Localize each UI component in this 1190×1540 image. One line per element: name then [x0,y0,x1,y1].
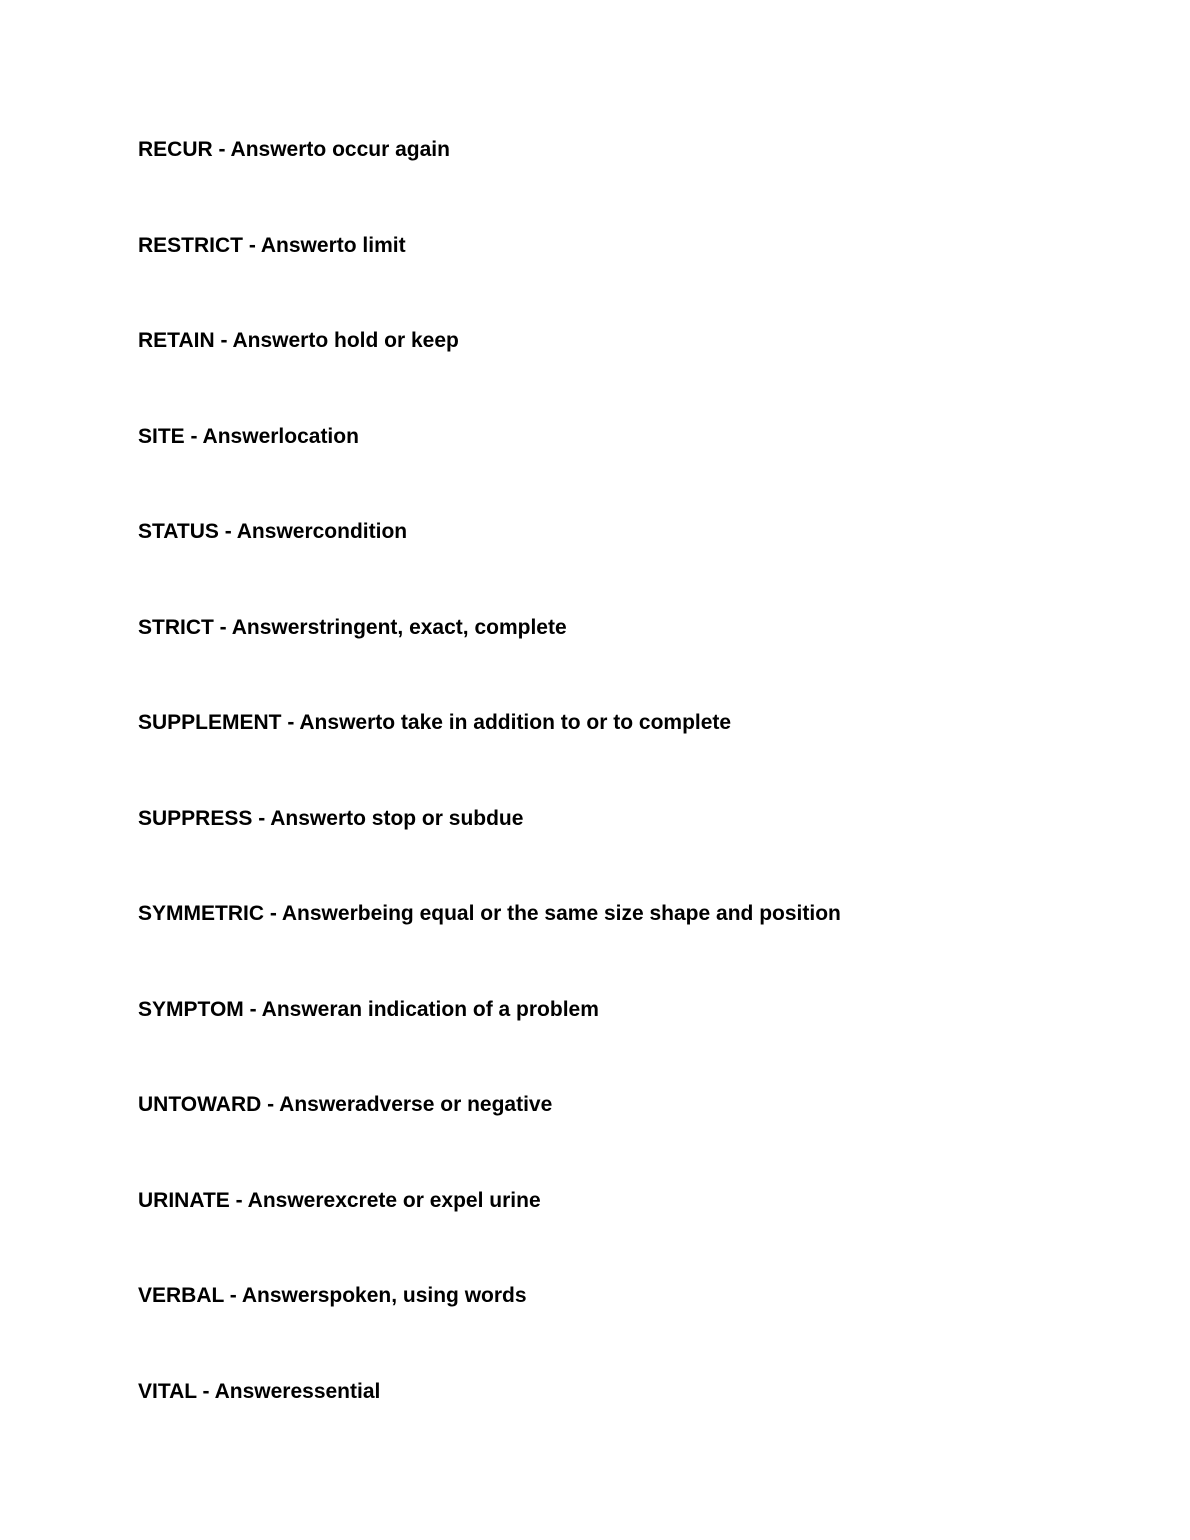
vocabulary-entry: UNTOWARD - Answeradverse or negative [138,1093,553,1116]
vocabulary-entry: RESTRICT - Answerto limit [138,233,406,257]
vocabulary-entry: STATUS - Answercondition [138,520,408,543]
vocabulary-entry: RECUR - Answerto occur again [138,138,450,161]
vocabulary-entry: RETAIN - Answerto hold or keep [138,329,459,352]
vocabulary-entry: SYMPTOM - Answeran indication of a problem [138,997,599,1021]
vocabulary-entry: URINATE - Answerexcrete or expel urine [138,1188,541,1212]
vocabulary-entry: SUPPLEMENT - Answerto take in addition to or to complete [138,711,732,734]
vocabulary-entry: VERBAL - Answerspoken, using words [138,1284,527,1307]
vocabulary-entry: SUPPRESS - Answerto stop or subdue [138,806,524,830]
vocabulary-entry: SYMMETRIC - Answerbeing equal or the same size shape and position [138,902,841,925]
vocabulary-entry: STRICT - Answerstringent, exact, complete [138,615,567,639]
vocabulary-list [138,136,1138,1473]
vocabulary-entry: VITAL - Answeressential [138,1379,381,1403]
vocabulary-entry: SITE - Answerlocation [138,424,359,448]
